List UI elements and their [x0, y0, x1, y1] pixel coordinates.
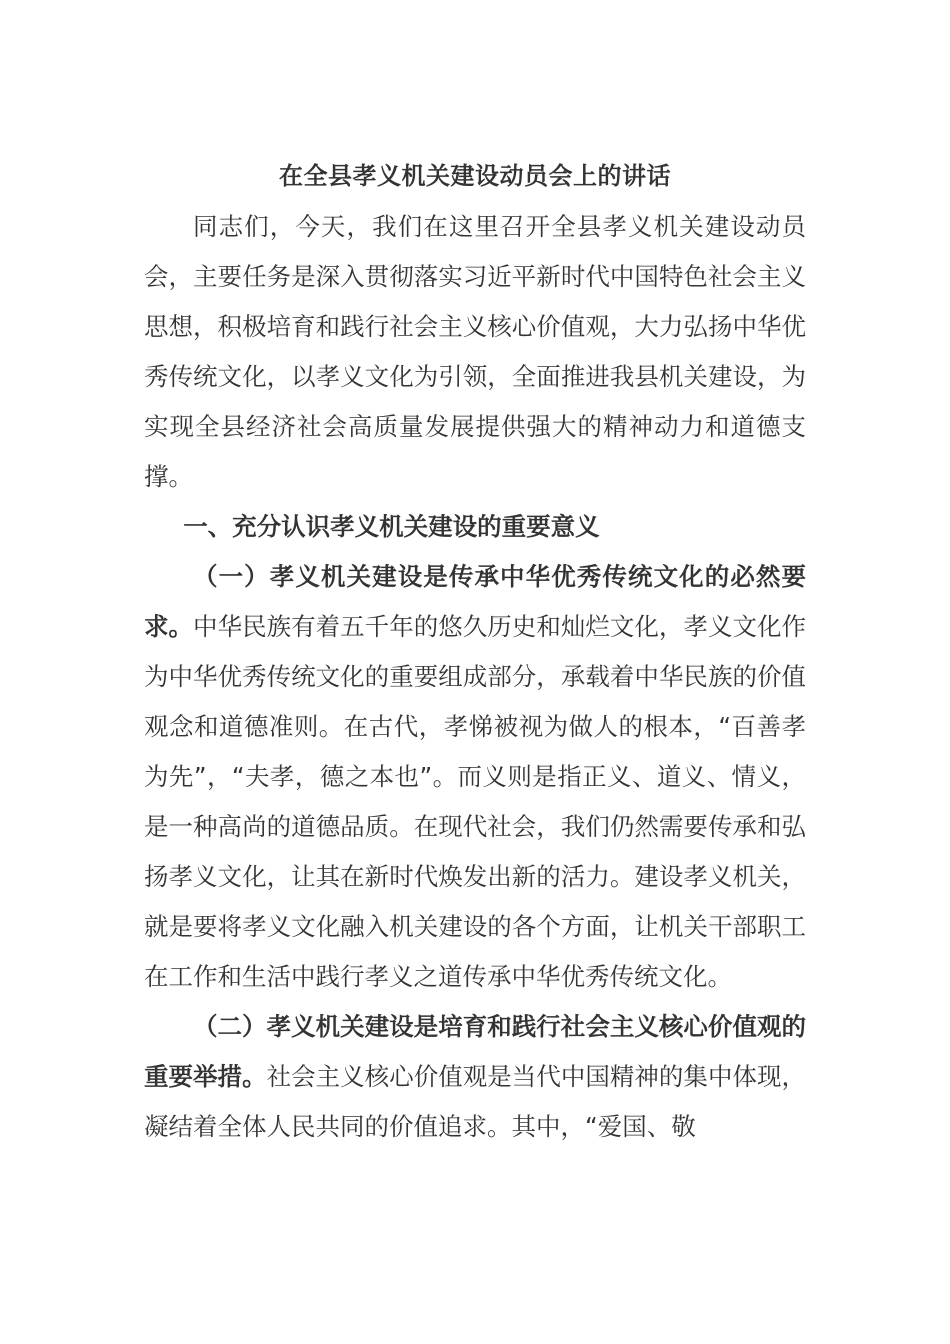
subsection-body-2: 社会主义核心价值观是当代中国精神的集中体现，凝结着全体人民共同的价值追求。其中，“爱国、敬 [144, 1062, 807, 1141]
intro-paragraph: 同志们，今天，我们在这里召开全县孝义机关建设动员会，主要任务是深入贯彻落实习近平新时代中国特色社会主义思想，积极培育和践行社会主义核心价值观，大力弘扬中华优秀传统文化，以孝义文化为引领，全面推进我县机关建设，为实现全县经济社会高质量发展提供强大的精神动力和道德支撑。 [144, 212, 806, 491]
subsection-body-1: 中华民族有着五千年的悠久历史和灿烂文化，孝义文化作为中华优秀传统文化的重要组成部分，承载着中华民族的价值观念和道德准则。在古代，孝悌被视为做人的根本，“百善孝为先”，“夫孝，德之本也”。而义则是指正义、道义、情义，是一种高尚的道德品质。在现代社会，我们仍然需要传承和弘扬孝义文化，让其在新时代焕发出新的活力。建设孝义机关，就是要将孝义文化融入机关建设的各个方面，让机关干部职工在工作和生活中践行孝义之道传承中华优秀传统文化。 [144, 612, 807, 991]
subsection-heading-2: （二）孝义机关建设是培育和践行社会主义核心价值观的重要举措。 [144, 1012, 806, 1091]
document-body [144, 150, 806, 1152]
section-heading-1: 一、充分认识孝义机关建设的重要意义 [183, 512, 600, 541]
document-title: 在全县孝义机关建设动员会上的讲话 [279, 162, 671, 190]
subsection-heading-1: （一）孝义机关建设是传承中华优秀传统文化的必然要求。 [144, 562, 806, 641]
subsection-paragraph-2 [144, 1002, 806, 1152]
subsection-paragraph-1 [144, 552, 806, 1002]
